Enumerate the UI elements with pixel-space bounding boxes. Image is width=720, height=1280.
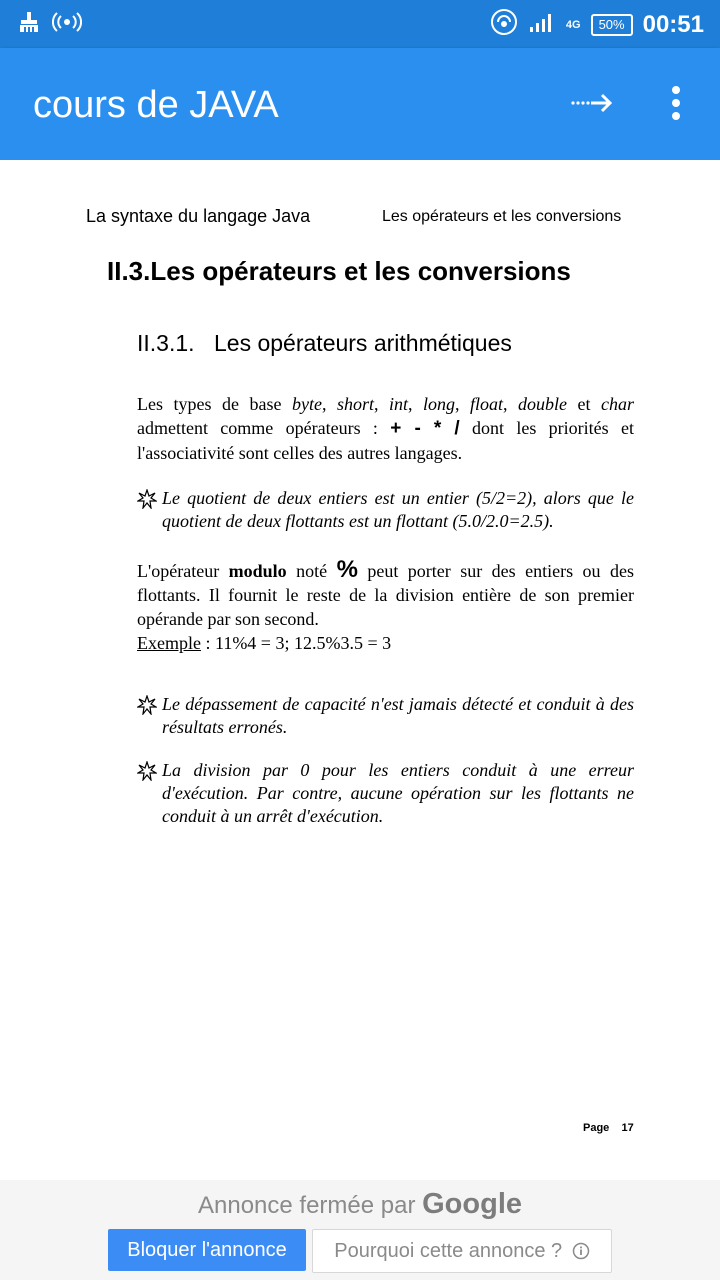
status-bar	[0, 0, 720, 48]
subsection-heading	[137, 330, 512, 357]
note-overflow: Le dépassement de capacité n'est jamais détecté et conduit à des résultats erronés.	[137, 693, 634, 739]
next-page-button[interactable]	[570, 88, 614, 118]
app-bar	[0, 48, 720, 160]
note-quotient: Le quotient de deux entiers est un entier (5/2=2), alors que le quotient de deux flottants est un flottant (5.0/2.0=2.5).	[137, 487, 634, 533]
paragraph-types: Les types de base byte, short, int, long, float, double et char admettent comme opérateurs : + - * / dont les priorités et l'associativité sont celles des autres langages.	[137, 394, 634, 463]
subsection-number: II.3.1.	[137, 330, 195, 356]
paragraph-modulo: L'opérateur modulo noté % peut porter sur des entiers ou des flottants. Il fournit le reste de la division entière de son premier opérande par son second. Exemple : 11%4 = 3; 12.5%3.5 = 3	[137, 556, 634, 653]
page-number: Page 17	[583, 1122, 634, 1134]
subsection-title: Les opérateurs arithmétiques	[214, 330, 512, 356]
running-header-right: Les opérateurs et les conversions	[382, 208, 622, 225]
hotspot-icon	[52, 10, 82, 39]
more-vertical-icon	[662, 84, 690, 124]
operators: + - * /	[390, 418, 460, 439]
running-header-left: La syntaxe du langage Java	[86, 206, 311, 226]
star-burst-icon	[137, 695, 157, 721]
why-this-ad-button[interactable]: Pourquoi cette annonce ?	[312, 1229, 612, 1273]
ad-closed-message: Annonce fermée par Google	[197, 1188, 523, 1220]
signal-icon	[528, 11, 556, 38]
dotted-arrow-right-icon	[570, 88, 614, 118]
clock: 00:51	[642, 10, 704, 38]
ad-banner	[0, 1180, 720, 1280]
overflow-menu-button[interactable]	[662, 84, 690, 124]
wifi-hotspot-icon	[490, 8, 518, 41]
star-burst-icon	[137, 761, 157, 787]
block-ad-button[interactable]: Bloquer l'annonce	[108, 1229, 306, 1271]
example-text: : 11%4 = 3; 12.5%3.5 = 3	[200, 633, 392, 653]
example-label: Exemple	[137, 633, 201, 653]
cleaner-icon	[18, 10, 40, 39]
note-division: La division par 0 pour les entiers conduit à une erreur d'exécution. Par contre, aucune opération sur les flottants ne conduit à un arrêt d'exécution.	[137, 759, 634, 828]
google-logo: Google	[422, 1188, 523, 1220]
star-burst-icon	[137, 489, 157, 515]
network-type-icon: 4G	[565, 18, 581, 31]
battery-indicator: 50%	[591, 14, 633, 36]
section-title: II.3.Les opérateurs et les conversions	[107, 256, 571, 286]
document-page	[0, 160, 720, 1180]
info-icon	[572, 1242, 590, 1260]
app-title: cours de JAVA	[33, 84, 279, 126]
